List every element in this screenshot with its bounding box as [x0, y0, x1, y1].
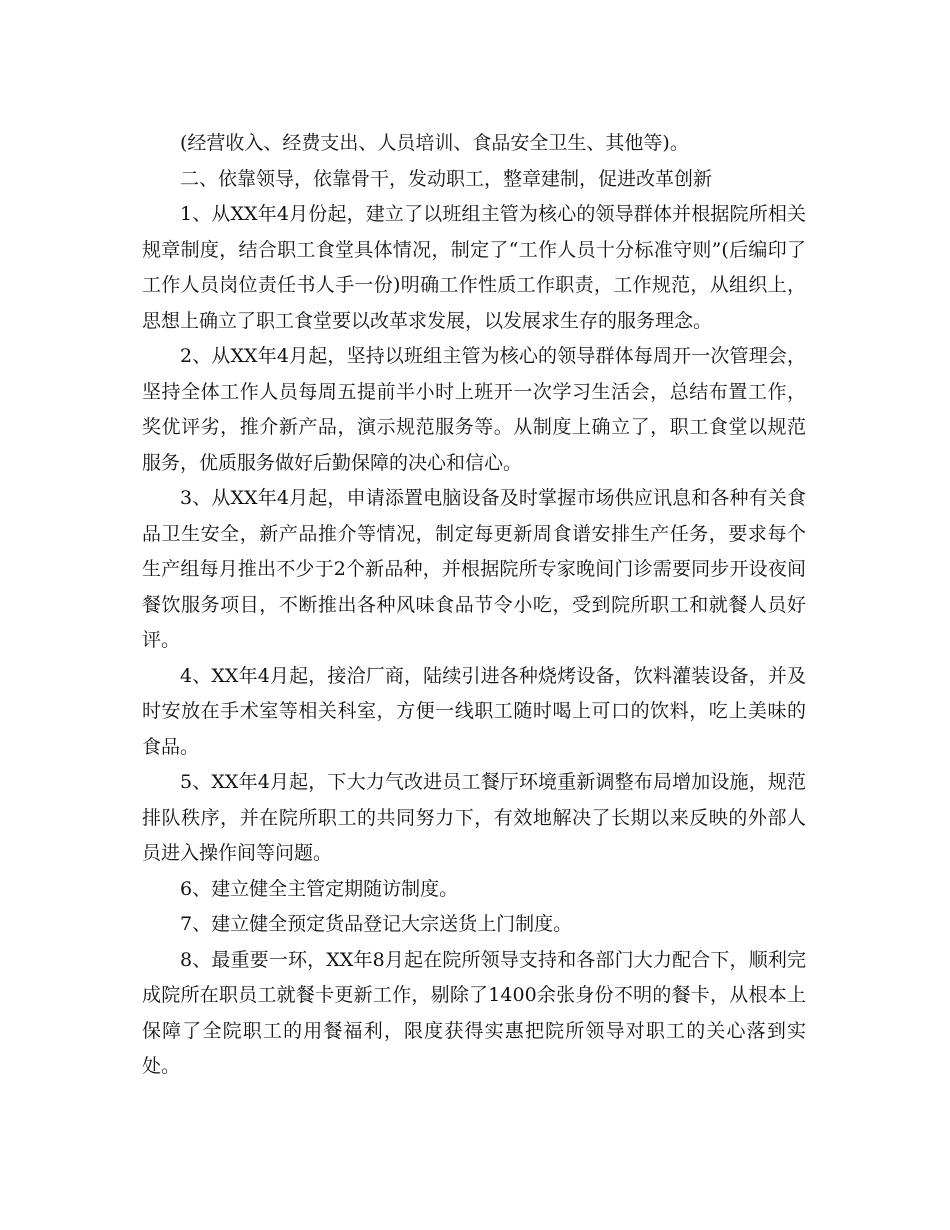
paragraph-1: (经营收入、经费支出、人员培训、食品安全卫生、其他等)。	[180, 132, 689, 154]
list-item-3: 3、从XX年4月起，申请添置电脑设备及时掌握市场供应讯息和各种有关食品卫生安全，新产品推介等情况，制定每更新周食谱安排生产任务，要求每个生产组每月推出不少于2个新品种，并根据院所专家晚间门诊需要同步开设夜间餐饮服务项目，不断推出各种风味食品节令小吃，受到院所职工和就餐人员好评。	[142, 487, 806, 651]
list-item-2: 2、从XX年4月起，坚持以班组主管为核心的领导群体每周开一次管理会，坚持全体工作人员每周五提前半小时上班开一次学习生活会，总结布置工作，奖优评劣，推介新产品，演示规范服务等。从制度上确立了，职工食堂以规范服务，优质服务做好后勤保障的决心和信心。	[142, 345, 806, 474]
section-heading: 二、依靠领导，依靠骨干，发动职工，整章建制，促进改革创新	[180, 167, 713, 190]
document-body	[142, 126, 806, 1085]
list-item-5: 5、XX年4月起，下大力气改进员工餐厅环境重新调整布局增加设施，规范排队秩序，并在院所职工的共同努力下，有效地解决了长期以来反映的外部人员进入操作间等问题。	[142, 771, 806, 864]
list-item-1: 1、从XX年4月份起，建立了以班组主管为核心的领导群体并根据院所相关规章制度，结合职工食堂具体情况，制定了“工作人员十分标准守则”(后编印了工作人员岗位责任书人手一份)明确工作性质工作职责，工作规范，从组织上，思想上确立了职工食堂要以改革求发展，以发展求生存的服务理念。	[142, 203, 806, 332]
list-item-6: 6、建立健全主管定期随访制度。	[180, 877, 459, 900]
list-item-4: 4、XX年4月起，接洽厂商，陆续引进各种烧烤设备，饮料灌装设备，并及时安放在手术室等相关科室，方便一线职工随时喝上可口的饮料，吃上美味的食品。	[142, 664, 806, 758]
list-item-8: 8、最重要一环，XX年8月起在院所领导支持和各部门大力配合下，顺利完成院所在职员工就餐卡更新工作，剔除了1400余张身份不明的餐卡，从根本上保障了全院职工的用餐福利，限度获得实惠把院所领导对职工的关心落到实处。	[142, 948, 806, 1077]
list-item-7: 7、建立健全预定货品登记大宗送货上门制度。	[180, 913, 573, 935]
